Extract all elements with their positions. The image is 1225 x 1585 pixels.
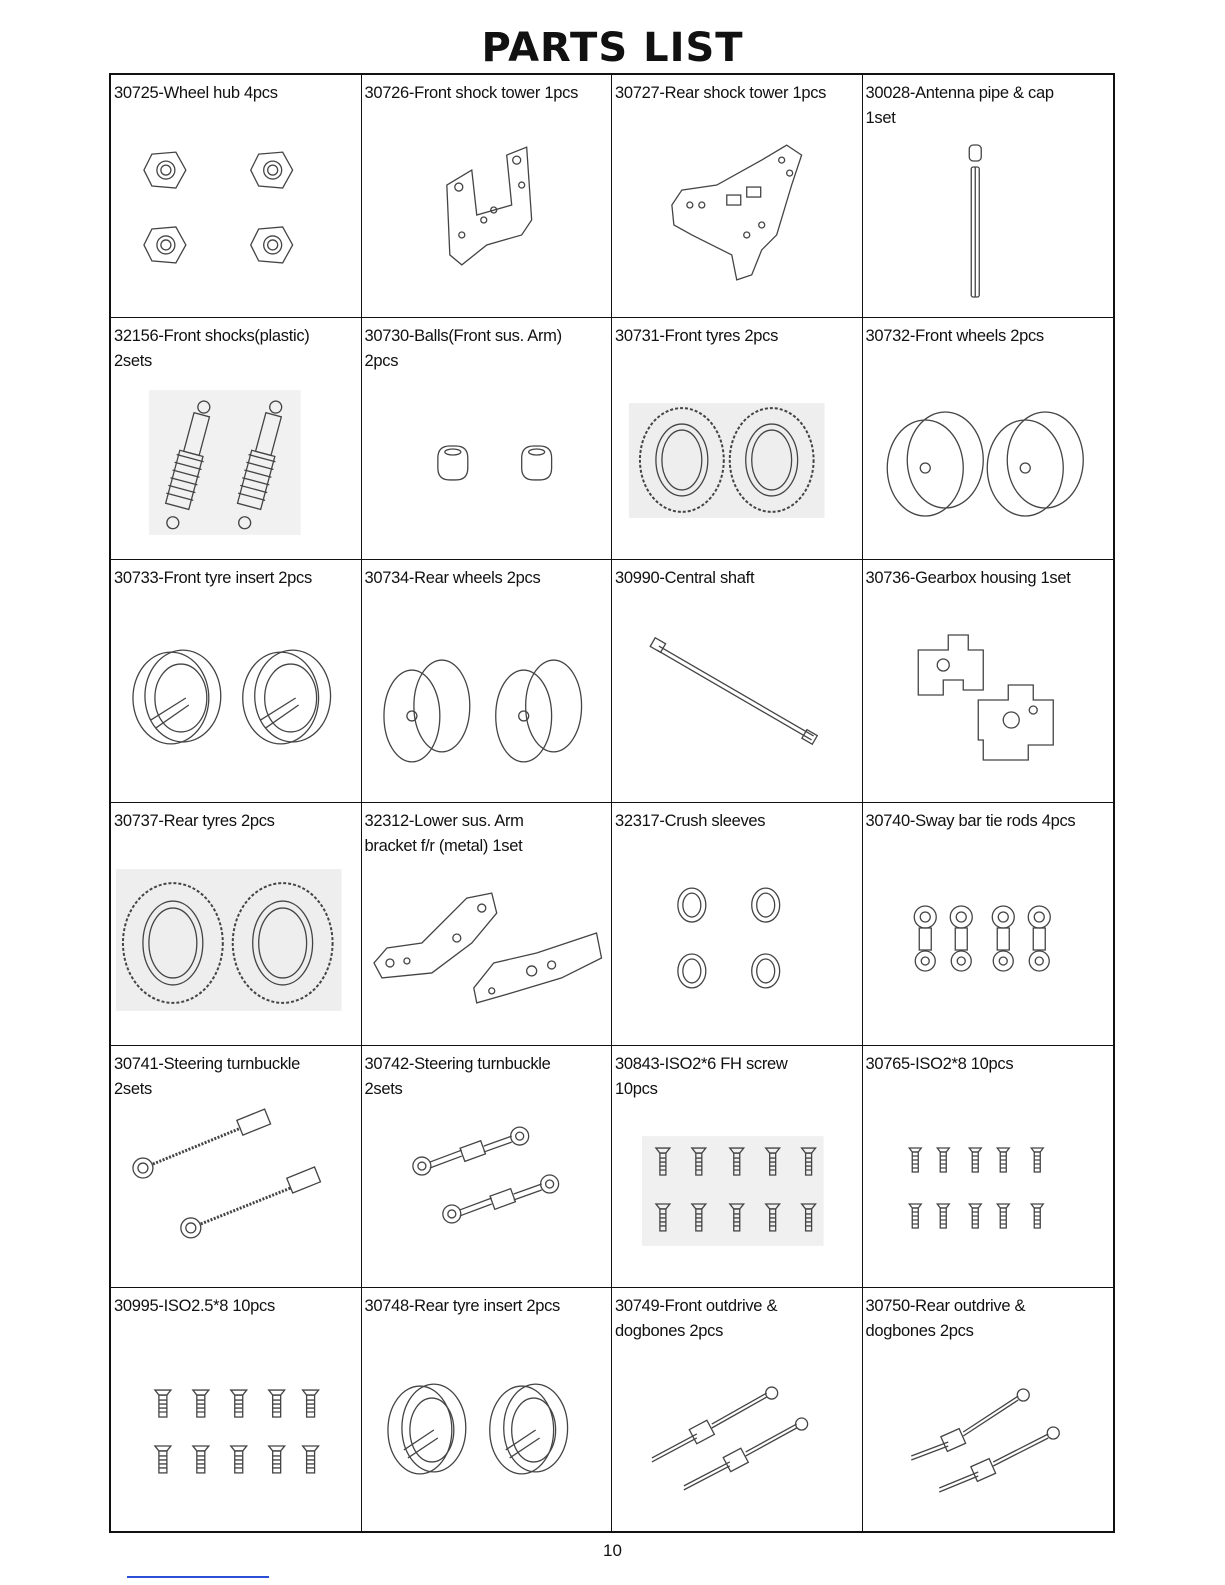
part-label: 30749-Front outdrive & dogbones 2pcs [615, 1297, 778, 1341]
steering-turnbuckle-icon [111, 1096, 361, 1276]
front-tyre-insert-icon [111, 610, 361, 790]
lower-arm-bracket-icon [362, 853, 612, 1033]
sway-bar-tie-rods-icon [863, 853, 1114, 1033]
part-label: 30750-Rear outdrive & dogbones 2pcs [865, 1297, 1026, 1341]
part-label: 30995-ISO2.5*8 10pcs [114, 1297, 275, 1316]
part-label: 30990-Central shaft [615, 569, 755, 588]
balls-icon [362, 368, 612, 548]
rear-wheels-icon [362, 610, 612, 790]
part-cell [612, 803, 863, 1046]
wheel-hub-icon [111, 125, 361, 305]
rear-tyres-icon [111, 853, 361, 1033]
rear-outdrive-icon [863, 1338, 1114, 1518]
part-label: 30731-Front tyres 2pcs [615, 326, 779, 345]
part-label: 30725-Wheel hub 4pcs [114, 84, 278, 102]
part-label: 30028-Antenna pipe & cap 1set [865, 84, 1054, 127]
part-label: 30740-Sway bar tie rods 4pcs [865, 812, 1076, 830]
part-cell [863, 75, 1114, 318]
part-label: 30736-Gearbox housing 1set [865, 569, 1071, 588]
part-cell [362, 1046, 613, 1289]
steering-turnbuckle-alt-icon [362, 1096, 612, 1276]
part-cell [863, 1046, 1114, 1289]
front-wheels-icon [863, 368, 1114, 548]
part-cell [111, 75, 362, 318]
part-cell [863, 803, 1114, 1046]
part-label: 30843-ISO2*6 FH screw 10pcs [615, 1054, 788, 1098]
part-label: 30734-Rear wheels 2pcs [364, 569, 541, 588]
part-label: 32156-Front shocks(plastic) 2sets [114, 326, 310, 370]
part-label: 32317-Crush sleeves [615, 812, 766, 830]
part-cell [612, 1046, 863, 1289]
part-cell [612, 560, 863, 803]
part-cell [111, 803, 362, 1046]
gearbox-housing-icon [863, 610, 1114, 790]
front-shocks-icon [111, 368, 361, 548]
part-cell [111, 1288, 362, 1531]
part-cell [111, 1046, 362, 1289]
part-label: 30765-ISO2*8 10pcs [865, 1054, 1014, 1073]
part-label: 30748-Rear tyre insert 2pcs [364, 1297, 560, 1316]
front-tyres-icon [612, 368, 862, 548]
part-cell [362, 75, 613, 318]
screw-iso2x8-icon [863, 1096, 1114, 1276]
page-title: PARTS LIST [481, 25, 744, 71]
part-cell [612, 1288, 863, 1531]
part-label: 30732-Front wheels 2pcs [865, 326, 1044, 345]
part-cell [111, 318, 362, 561]
part-label: 30727-Rear shock tower 1pcs [615, 84, 827, 102]
part-cell [362, 803, 613, 1046]
fh-screw-icon [612, 1096, 862, 1276]
part-cell [362, 560, 613, 803]
part-cell [111, 560, 362, 803]
part-cell [362, 318, 613, 561]
part-label: 30741-Steering turnbuckle 2sets [114, 1054, 301, 1098]
part-cell [612, 318, 863, 561]
rear-tyre-insert-icon [362, 1338, 612, 1518]
rear-shock-tower-icon [612, 125, 862, 305]
screw-iso25x8-icon [111, 1338, 361, 1518]
part-label: 30726-Front shock tower 1pcs [364, 84, 579, 102]
part-label: 30737-Rear tyres 2pcs [114, 812, 275, 830]
part-cell [362, 1288, 613, 1531]
part-cell [612, 75, 863, 318]
central-shaft-icon [612, 610, 862, 790]
part-cell [863, 560, 1114, 803]
part-cell [863, 1288, 1114, 1531]
part-label: 32312-Lower sus. Arm bracket f/r (metal) 1set [364, 812, 524, 855]
part-label: 30730-Balls(Front sus. Arm) 2pcs [364, 326, 562, 370]
footer-link-underline[interactable] [127, 1576, 269, 1578]
parts-grid [109, 73, 1115, 1533]
antenna-pipe-icon [863, 125, 1114, 305]
front-shock-tower-icon [362, 125, 612, 305]
part-label: 30733-Front tyre insert 2pcs [114, 569, 312, 588]
part-label: 30742-Steering turnbuckle 2sets [364, 1054, 551, 1098]
page-number: 10 [603, 1541, 622, 1560]
part-cell [863, 318, 1114, 561]
crush-sleeves-icon [612, 853, 862, 1033]
front-outdrive-icon [612, 1338, 862, 1518]
